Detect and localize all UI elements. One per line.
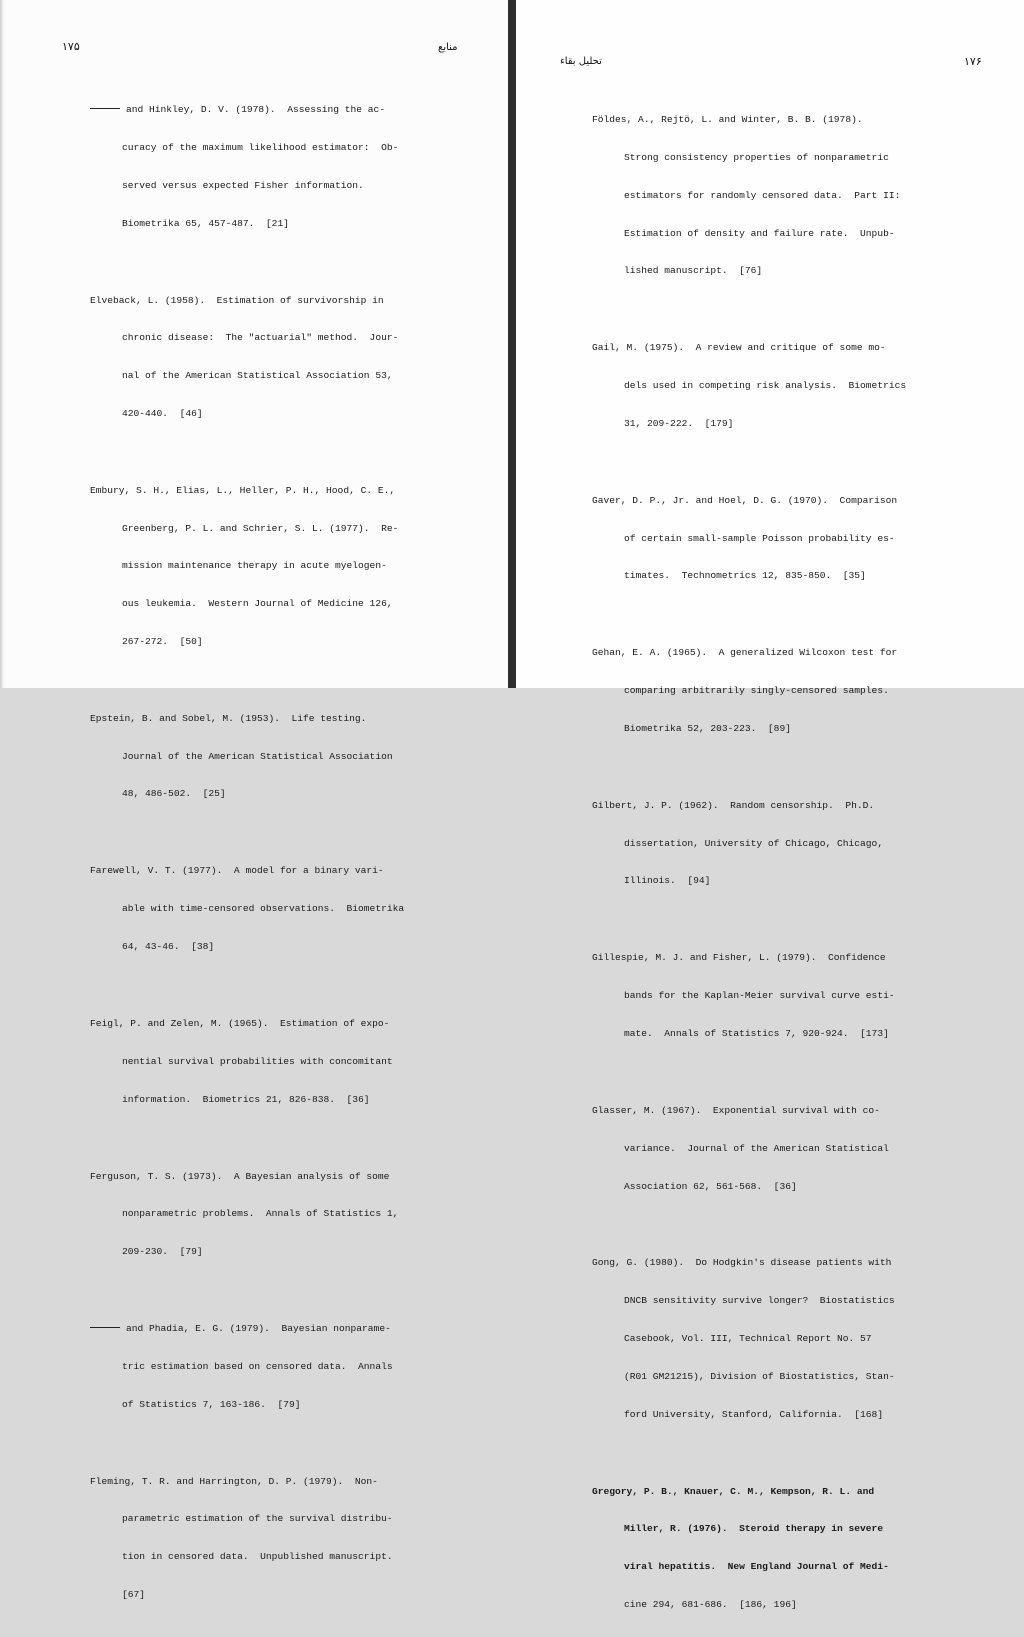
reference-entry: Gregory, P. B., Knauer, C. M., Kempson, R. L. and Miller, R. (1976). Steroid therapy in severe viral hepatitis. New England Journal of Medi- cine 294, 681-686. [186, 196] (592, 1485, 889, 1610)
reference-entry: Glasser, M. (1967). Exponential survival with co- variance. Journal of the American Statistical Association 62, 561-568. [36] (592, 1104, 889, 1192)
reference-entry: Embury, S. H., Elias, L., Heller, P. H., Hood, C. E., Greenberg, P. L. and Schrier, S. L. (1977). Re- mission maintenance therapy in acute myelogen- ous leukemia. Western Journal of Medicine 126, 267-272. [50] (90, 484, 399, 647)
right-running-title: تحلیل بقاء (560, 56, 602, 67)
reference-entry: Gaver, D. P., Jr. and Hoel, D. G. (1970). Comparison of certain small-sample Poisson probability es- timates. Technometrics 12, 835-850. [35] (592, 494, 898, 582)
left-page-number: ۱۷۵ (62, 40, 80, 53)
reference-entry: Elveback, L. (1958). Estimation of survivorship in chronic disease: The "actuarial" method. Jour- nal of the American Statistical Association 53, 420-440. [46] (90, 294, 399, 419)
right-page-number: ۱۷۶ (964, 55, 982, 68)
left-running-title: منابع (438, 42, 458, 53)
reference-entry: Gillespie, M. J. and Fisher, L. (1979). Confidence bands for the Kaplan-Meier survival curve esti- mate. Annals of Statistics 7, 920-924. [173] (592, 952, 895, 1039)
reference-entry: Gehan, E. A. (1965). A generalized Wilcoxon test for comparing arbitrarily singly-censored samples. Biometrika 52, 203-223. [89] (592, 647, 898, 734)
ditto-dash (90, 108, 120, 109)
reference-entry: and Hinkley, D. V. (1978). Assessing the ac- curacy of the maximum likelihood estimator: Ob- served versus expected Fisher information. Biometrika 65, 457-487. [21] (90, 79, 490, 255)
ditto-dash (90, 1327, 120, 1328)
scan-edge (0, 0, 4, 688)
reference-entry: Fleming, T. R. and Harrington, D. P. (1979). Non- parametric estimation of the survival distribu- tion in censored data. Unpublished manuscript. [67] (90, 1475, 393, 1600)
page-gutter (508, 0, 516, 688)
reference-entry: Gong, G. (1980). Do Hodgkin's disease patients with DNCB sensitivity survive longer? Biostatistics Casebook, Vol. III, Technical Report No. 57 (R01 GM21215), Division of Biostatistics, Stan- ford University, Stanford, California. [168] (592, 1257, 895, 1420)
left-reference-list (90, 79, 490, 1627)
reference-entry: Gilbert, J. P. (1962). Random censorship. Ph.D. dissertation, University of Chicago, Chicago, Illinois. [94] (592, 799, 884, 887)
reference-entry: and Phadia, E. G. (1979). Bayesian nonparame- tric estimation based on censored data. Annals of Statistics 7, 163-186. [79] (90, 1298, 490, 1437)
reference-entry: Földes, A., Rejtö, L. and Winter, B. B. (1978). Strong consistency properties of nonparametric estimators for randomly censored data. Part II: Estimation of density and failure rate. Unpub- lished manuscript. [76] (592, 114, 901, 277)
reference-entry: Ferguson, T. S. (1973). A Bayesian analysis of some nonparametric problems. Annals of Statistics 1, 209-230. [79] (90, 1170, 399, 1258)
reference-entry: Farewell, V. T. (1977). A model for a binary vari- able with time-censored observations. Biometrika 64, 43-46. [38] (90, 865, 405, 952)
right-page (516, 0, 1024, 1610)
left-page (0, 0, 508, 1600)
right-reference-list (592, 89, 1004, 1637)
reference-entry: Gail, M. (1975). A review and critique of some mo- dels used in competing risk analysis. Biometrics 31, 209-222. [179] (592, 342, 907, 429)
reference-entry: Epstein, B. and Sobel, M. (1953). Life testing. Journal of the American Statistical Association 48, 486-502. [25] (90, 712, 393, 800)
reference-entry: Feigl, P. and Zelen, M. (1965). Estimation of expo- nential survival probabilities with concomitant information. Biometrics 21, 826-838. [36] (90, 1017, 393, 1105)
